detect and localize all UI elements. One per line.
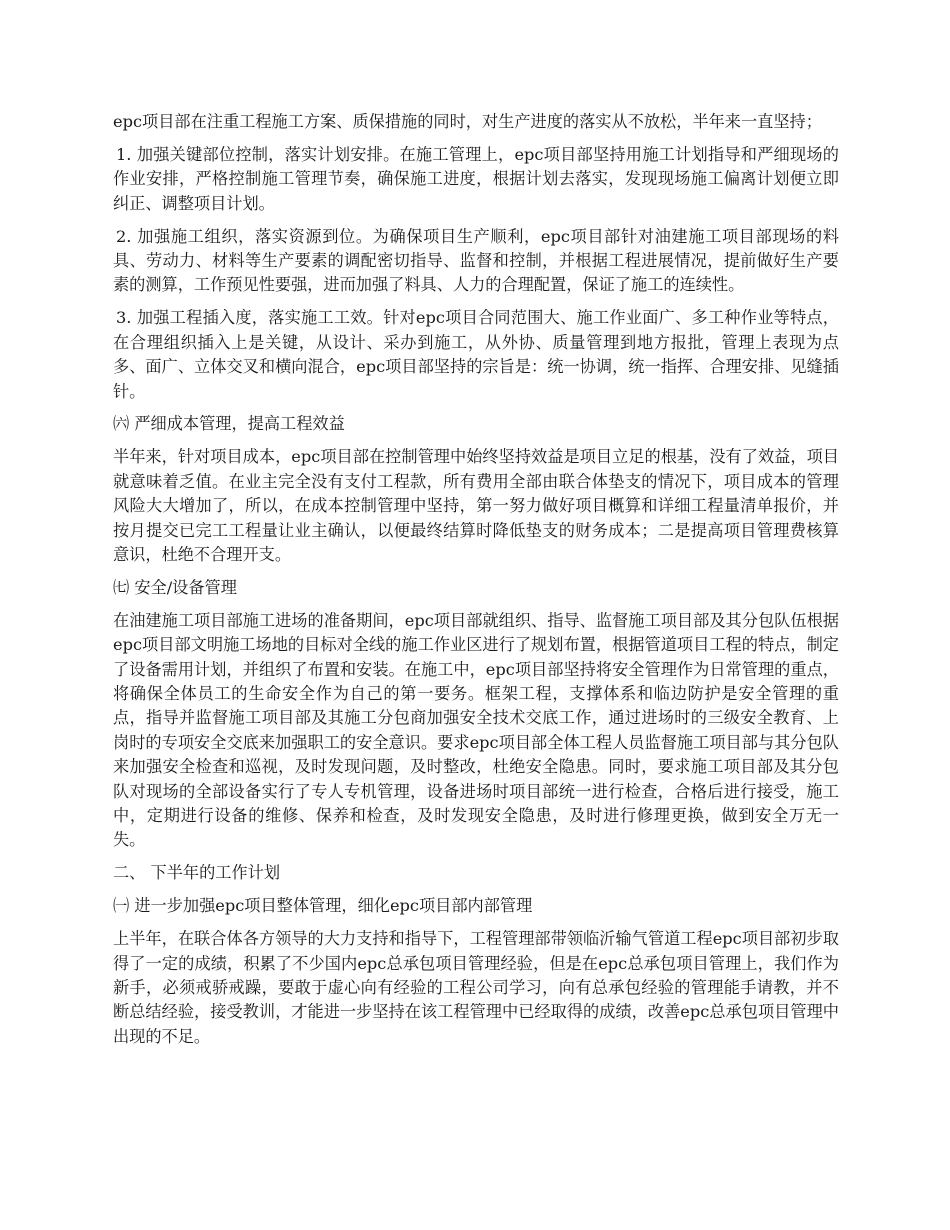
document-body bbox=[113, 110, 839, 1058]
list-item-1: 1. 加强关键部位控制，落实计划安排。在施工管理上，epc项目部坚持用施工计划指导和严细现场的作业安排，严格控制施工管理节奏，确保施工进度，根据计划去落实，发现现场施工偏离计划便立即纠正、调整项目计划。 bbox=[113, 144, 839, 213]
safety-paragraph: 在油建施工项目部施工进场的准备期间，epc项目部就组织、指导、监督施工项目部及其分包队伍根据epc项目部文明施工场地的目标对全线的施工作业区进行了规划布置，根据管道项目工程的特点，制定了设备需用计划，并组织了布置和安装。在施工中，epc项目部坚持将安全管理作为日常管理的重点，将确保全体员工的生命安全作为自己的第一要务。框架工程，支撑体系和临边防护是安全管理的重点，指导并监督施工项目部及其施工分包商加强安全技术交底工作，通过进场时的三级安全教育、上岗时的专项安全交底来加强职工的安全意识。要求epc项目部全体工程人员监督施工项目部与其分包队来加强安全检查和巡视，及时发现问题，及时整改，杜绝安全隐患。同时，要求施工项目部及其分包队对现场的全部设备实行了专人专机管理，设备进场时项目部统一进行检查，合格后进行接受，施工中，定期进行设备的维修、保养和检查，及时发现安全隐患，及时进行修理更换，做到安全万无一失。 bbox=[113, 610, 839, 850]
cost-paragraph: 半年来，针对项目成本，epc项目部在控制管理中始终坚持效益是项目立足的根基，没有了效益，项目就意味着乏值。在业主完全没有支付工程款，所有费用全部由联合体垫支的情况下，项目成本的管理风险大大增加了，所以，在成本控制管理中坚持，第一努力做好项目概算和详细工程量清单报价，并按月提交已完工工程量让业主确认，以便最终结算时降低垫支的财务成本；二是提高项目管理费核算意识，杜绝不合理开支。 bbox=[113, 447, 839, 564]
section-heading-cost: ㈥ 严细成本管理，提高工程效益 bbox=[113, 414, 345, 434]
section-heading-plan: 二、 下半年的工作计划 bbox=[113, 863, 281, 883]
list-item-2: 2. 加强施工组织，落实资源到位。为确保项目生产顺利，epc项目部针对油建施工项目部现场的料具、劳动力、材料等生产要素的调配密切指导、监督和控制，并根据工程进展情况，提前做好生产要素的测算，工作预见性要强，进而加强了料具、人力的合理配置，保证了施工的连续性。 bbox=[113, 226, 839, 295]
subsection-heading-management: ㈠ 进一步加强epc项目整体管理，细化epc项目部内部管理 bbox=[113, 896, 533, 916]
management-paragraph: 上半年，在联合体各方领导的大力支持和指导下，工程管理部带领临沂输气管道工程epc项目部初步取得了一定的成绩，积累了不少国内epc总承包项目管理经验，但是在epc总承包项目管理上，我们作为新手，必须戒骄戒躁，要敢于虚心向有经验的工程公司学习，向有总承包经验的管理能手请教，并不断总结经验，接受教训，才能进一步坚持在该工程管理中已经取得的成绩，改善epc总承包项目管理中出现的不足。 bbox=[113, 929, 839, 1046]
section-heading-safety: ㈦ 安全/设备管理 bbox=[113, 577, 237, 597]
list-item-3: 3. 加强工程插入度，落实施工工效。针对epc项目合同范围大、施工作业面广、多工种作业等特点，在合理组织插入上是关键，从设计、采办到施工，从外协、质量管理到地方报批，管理上表现为点多、面广、立体交叉和横向混合，epc项目部坚持的宗旨是：统一协调，统一指挥、合理安排、见缝插针。 bbox=[113, 308, 839, 401]
intro-paragraph: epc项目部在注重工程施工方案、质保措施的同时，对生产进度的落实从不放松，半年来一直坚持； bbox=[113, 112, 822, 131]
